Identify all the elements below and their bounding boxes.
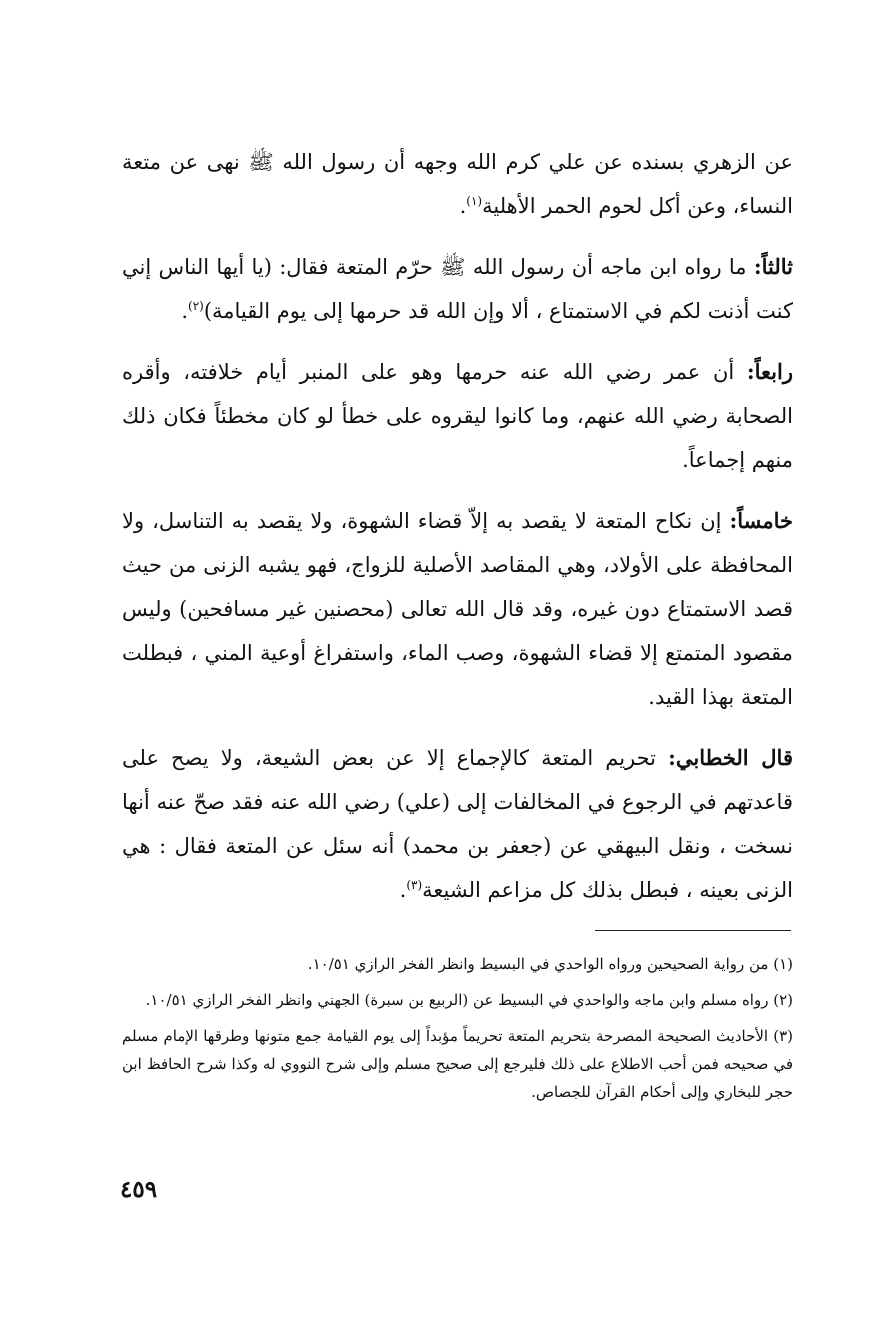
footnote-separator <box>595 930 791 931</box>
footnote-ref[interactable]: (١) <box>466 194 483 208</box>
paragraph-lead: ثالثاً: <box>753 254 793 279</box>
footnote-ref[interactable]: (٢) <box>188 299 204 313</box>
paragraph-khamisan <box>122 499 793 719</box>
paragraph-text: أن عمر رضي الله عنه حرمها وهو على المنبر أيام خلافته، وأقره الصحابة رضي الله عنهم، وما كانوا ليقروه على خطأ لو كان مخطئاً فكان ذلك منهم إجماعاً. <box>122 360 793 472</box>
paragraph-thalithan <box>122 245 793 333</box>
footnote-2: (٢) رواه مسلم وابن ماجه والواحدي في البسيط عن (الربيع بن سبرة) الجهني وانظر الفخر الرازي ١٠/٥١. <box>145 991 793 1009</box>
paragraph-text: إن نكاح المتعة لا يقصد به إلاّ قضاء الشهوة، ولا يقصد به التناسل، ولا المحافظة على الأولاد، وهي المقاصد الأصلية للزواج، فهو يشبه الزنى من حيث قصد الاستمتاع دون غيره، وقد قال الله تعالى (محصنين غير مسافحين) وليس مقصود المتمتع إلا قضاء الشهوة، وصب الماء، واستفراغ أوعية المني ، فبطلت المتعة بهذا القيد. <box>122 509 793 709</box>
paragraph-lead: رابعاً: <box>746 359 793 384</box>
footnote-3: (٣) الأحاديث الصحيحة المصرحة بتحريم المتعة تحريماً مؤبداً إلى يوم القيامة جمع متونها وطرقها الإمام مسلم في صحيحه فمن أحب الاطلاع على ذلك فليرجع إلى صحيح مسلم وإلى شرح النووي له وكذا شرح الحافظ ابن حجر للبخاري وإلى أحكام القرآن للجصاص. <box>122 1027 793 1101</box>
paragraph-lead: قال الخطابي: <box>668 745 793 770</box>
paragraph-tail: . <box>399 878 407 902</box>
footnote-1: (١) من رواية الصحيحين ورواه الواحدي في البسيط وانظر الفخر الرازي ١٠/٥١. <box>307 955 793 973</box>
main-text <box>122 140 793 929</box>
paragraph-text: ما رواه ابن ماجه أن رسول الله ﷺ حرّم المتعة فقال: (يا أيها الناس إني كنت أذنت لكم في الاستمتاع ، ألا وإن الله قد حرمها إلى يوم القيامة) <box>122 255 793 323</box>
paragraph-text: تحريم المتعة كالإجماع إلا عن بعض الشيعة، ولا يصح على قاعدتهم في الرجوع في المخالفات إلى (علي) رضي الله عنه فقد صحّ عنه أنها نسخت ، ونقل البيهقي عن (جعفر بن محمد) أنه سئل عن المتعة فقال : هي الزنى بعينه ، فبطل بذلك كل مزاعم الشيعة <box>122 746 793 902</box>
footnotes <box>122 950 793 1114</box>
page-number: ٤٥٩ <box>120 1176 158 1203</box>
paragraph-tail: . <box>181 299 188 323</box>
paragraph-hadith-zuhri <box>122 140 793 228</box>
paragraph-tail: . <box>459 194 467 218</box>
footnote-ref[interactable]: (٣) <box>406 878 423 892</box>
paragraph-rabian <box>122 350 793 482</box>
paragraph-lead: خامساً: <box>729 508 793 533</box>
paragraph-text: عن الزهري بسنده عن علي كرم الله وجهه أن رسول الله ﷺ نهى عن متعة النساء، وعن أكل لحوم الحمر الأهلية <box>122 150 793 218</box>
paragraph-khattabi <box>122 736 793 912</box>
